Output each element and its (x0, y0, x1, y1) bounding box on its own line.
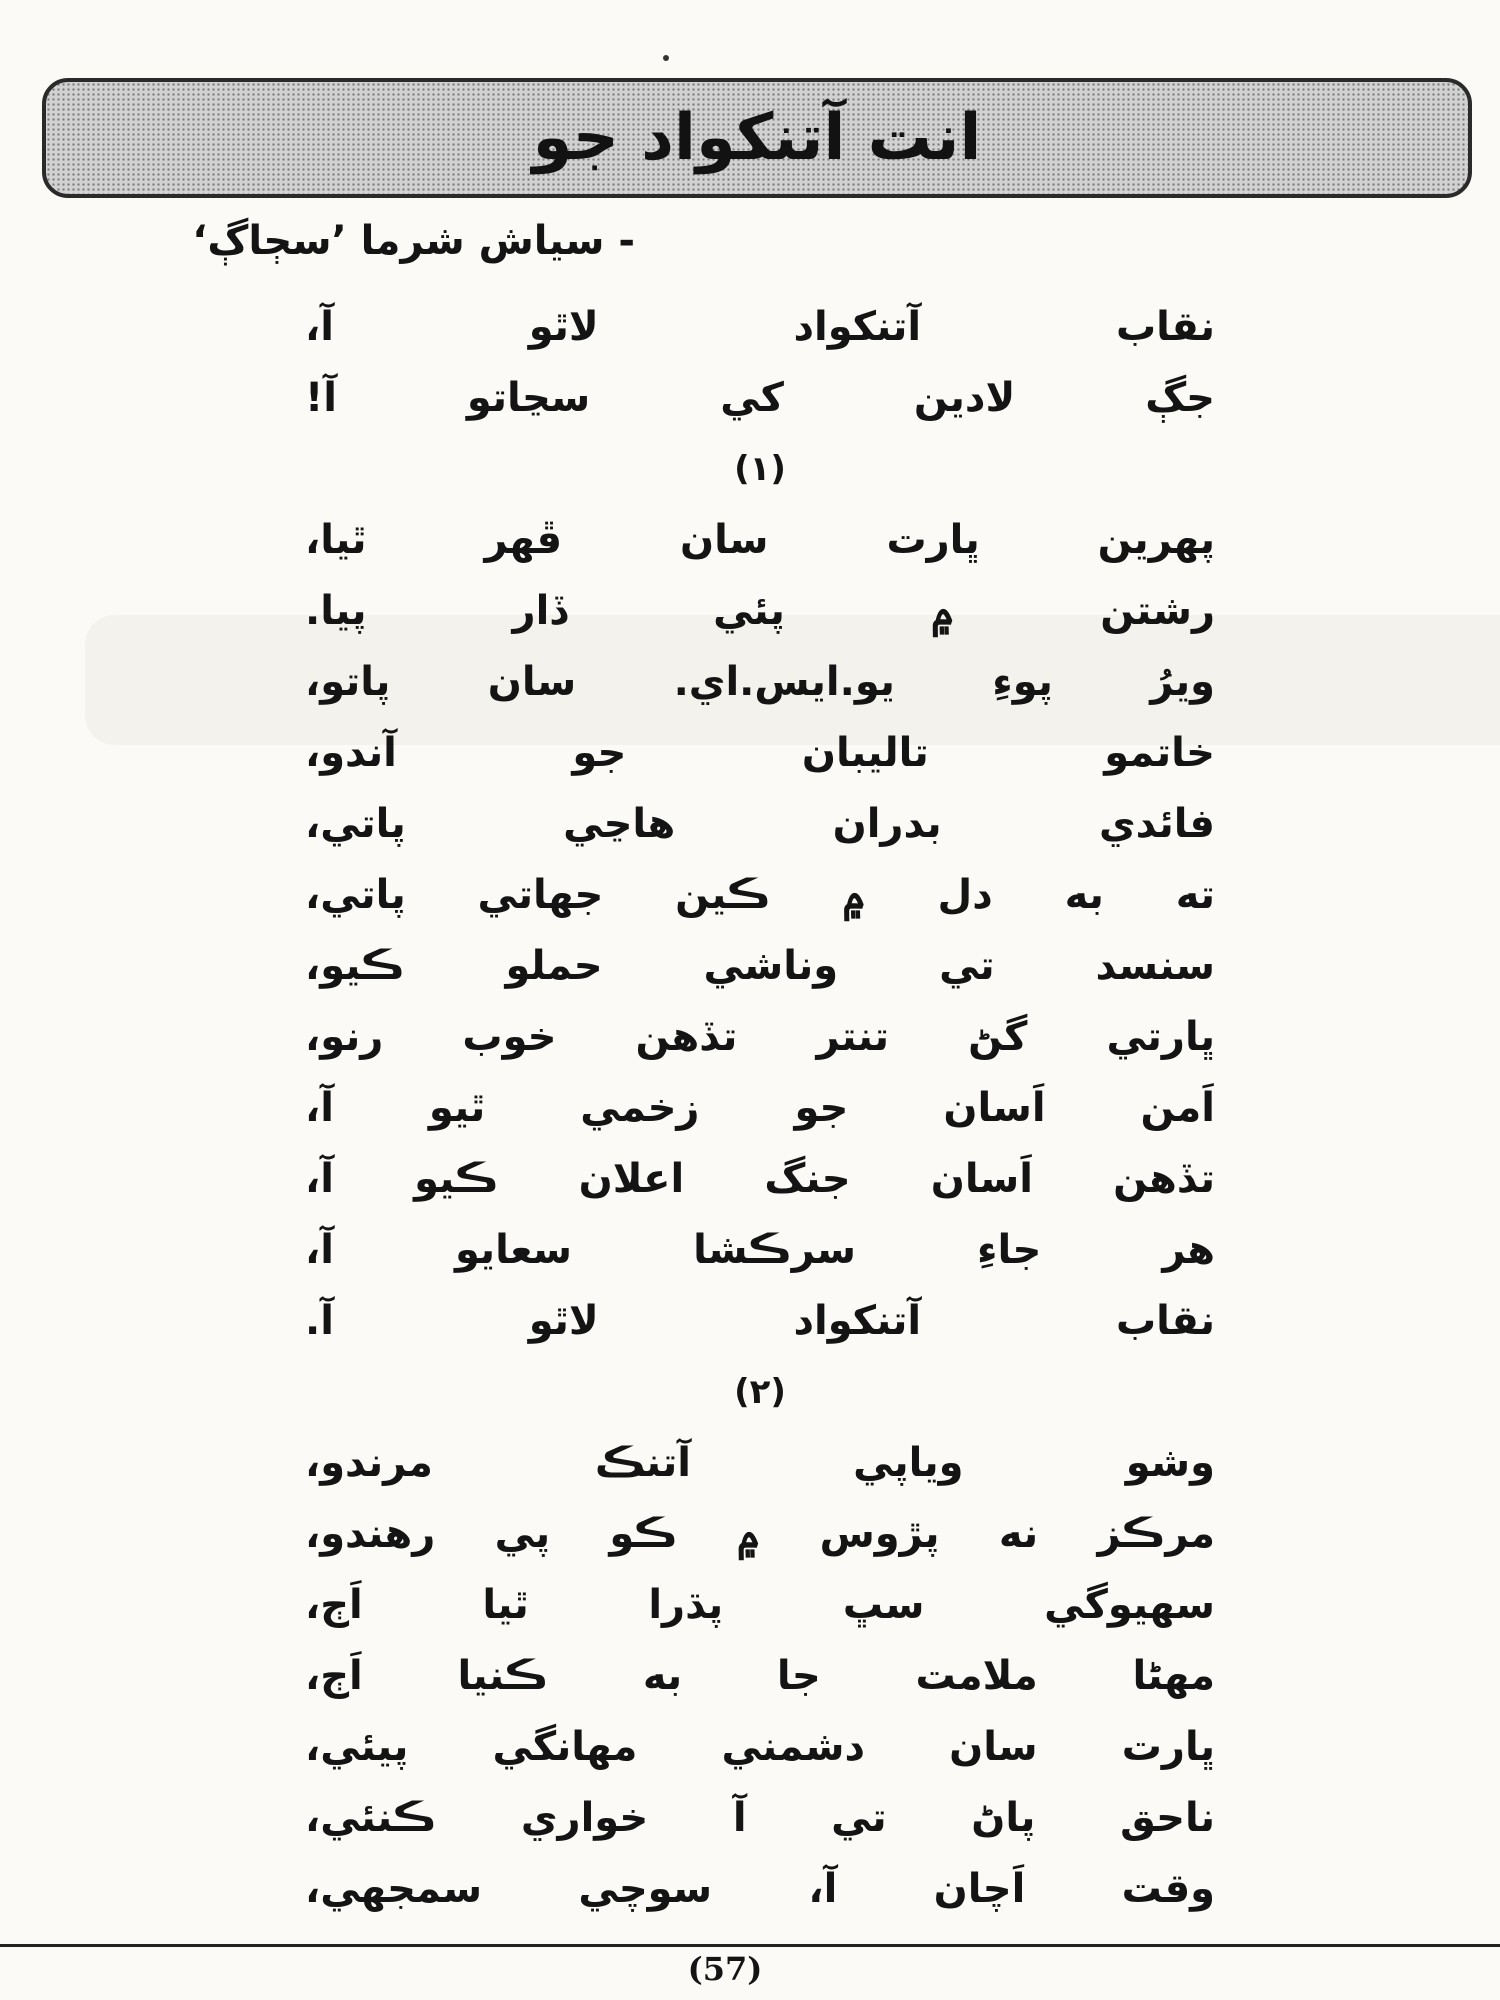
poem-line: ناحق پاڻ تي آ خواري ڪنئي، (305, 1795, 1215, 1841)
poem-line: فائدي بدران هاڃي پاتي، (305, 801, 1215, 847)
poem-line: وشو وياپي آتنڪ مرندو، (305, 1440, 1215, 1486)
poem-line: ڀارتي گڻ تنتر تڏهن خوب رنو، (305, 1014, 1215, 1060)
poem-line: پهرين ڀارت سان ڦهر ٿيا، (305, 517, 1215, 563)
poem-line: ته به دل ۾ ڪين جهاتي پاتي، (305, 872, 1215, 918)
poem-line: نقاب آتنکواد لاٿو آ، (305, 304, 1215, 350)
poem-body (305, 292, 1215, 1925)
poem-line: سهيوگي سڀ پڌرا ٿيا اَڄ، (305, 1582, 1215, 1628)
poem-line: رشتن ۾ پئي ڏار پيا. (305, 588, 1215, 634)
poem-line: مرڪز نه پڙوس ۾ ڪو پي رهندو، (305, 1511, 1215, 1557)
poem-title: انت آتنکواد جو (532, 101, 982, 175)
page-number: (57) (687, 1950, 763, 1988)
poem-line: نقاب آتنکواد لاٿو آ. (305, 1298, 1215, 1344)
poem-line: وقت اَچان آ، سوچي سمجهي، (305, 1866, 1215, 1912)
title-banner (42, 78, 1472, 198)
poem-line: خاتمو تاليبان جو آندو، (305, 730, 1215, 776)
poem-line: مهڻا ملامت جا به ڪنيا اَڄ، (305, 1653, 1215, 1699)
poem-line: تڏهن اَسان جنگ اعلان ڪيو آ، (305, 1156, 1215, 1202)
poem-line: جڳ لادين کي سڃاتو آ! (305, 375, 1215, 421)
footer-rule (0, 1944, 1500, 1947)
poem-line: اَمن اَسان جو زخمي ٿيو آ، (305, 1085, 1215, 1131)
ink-speck (663, 55, 669, 61)
poem-line: سنسد تي وناشي حملو ڪيو، (305, 943, 1215, 989)
author-line: - سياش شرما ’سڄاڳ‘ (192, 218, 635, 264)
poem-line: ويرُ پوءِ يو.ايس.اي. سان پاتو، (305, 659, 1215, 705)
poem-line: ڀارت سان دشمني مهانگي پيئي، (305, 1724, 1215, 1770)
stanza-number: (۱) (734, 449, 786, 489)
poem-line: هر جاءِ سرڪشا سعايو آ، (305, 1227, 1215, 1273)
stanza-number: (۲) (734, 1372, 786, 1412)
